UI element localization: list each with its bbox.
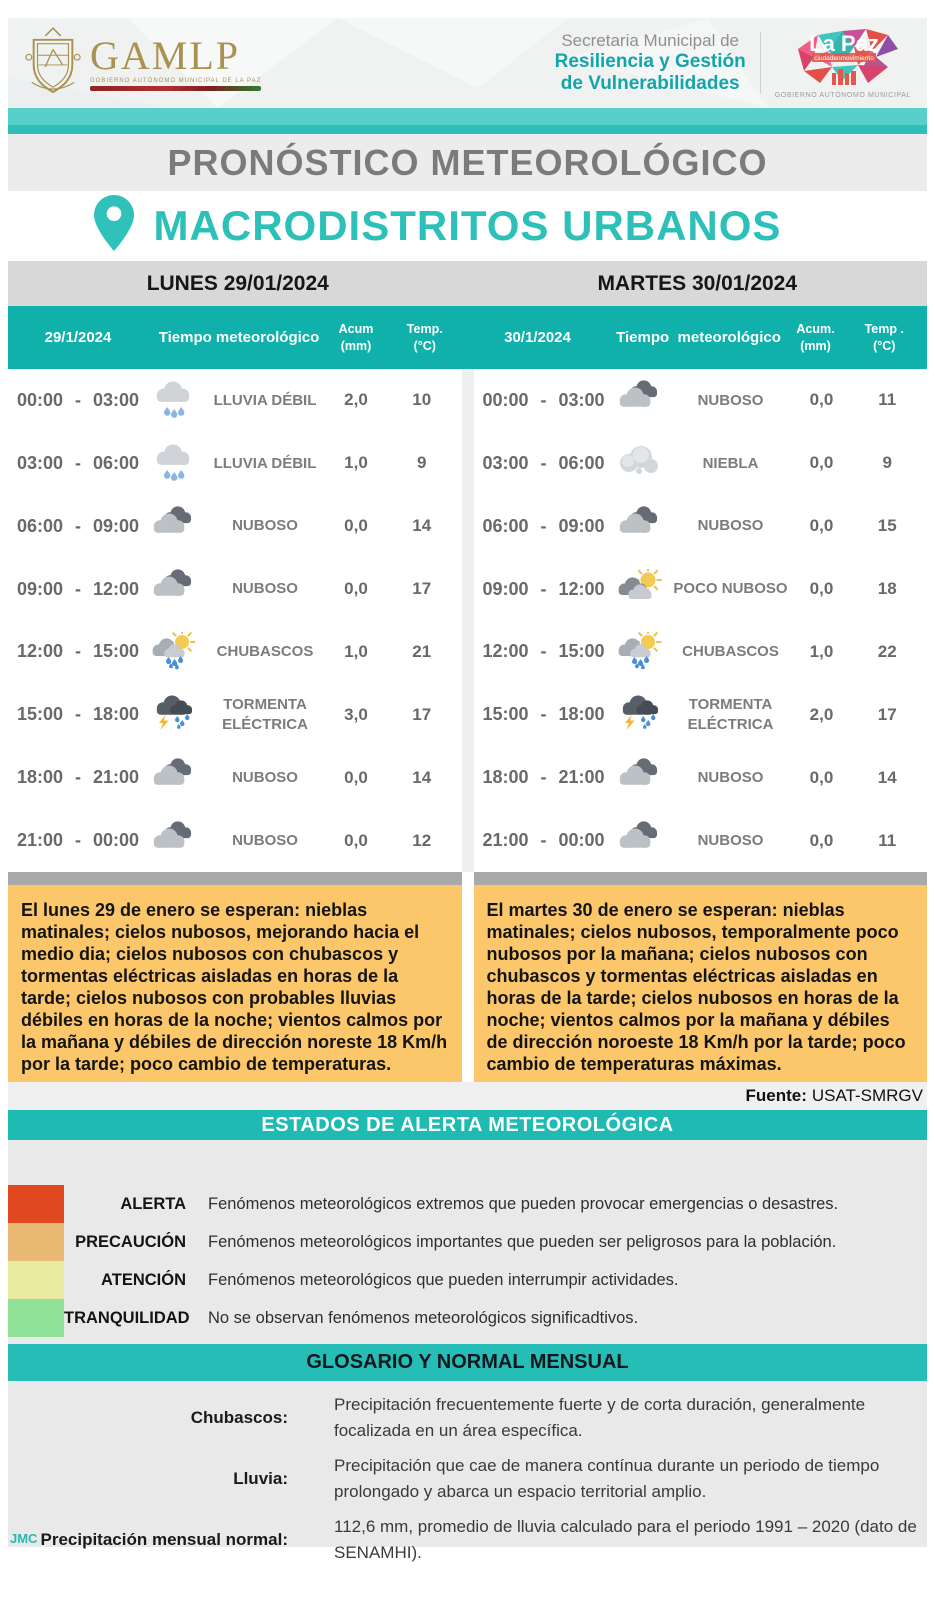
time-to: 21:00: [558, 767, 605, 788]
time-range: [474, 641, 614, 662]
nuboso-icon: [617, 821, 663, 861]
time-from: 18:00: [482, 767, 529, 788]
forecast-row: [8, 369, 462, 432]
time-range: [474, 830, 614, 851]
precipitation-value: 3,0: [344, 704, 368, 724]
temperature-value: 17: [877, 704, 897, 724]
forecast-row: [8, 683, 462, 746]
alerts-title-band: [8, 1110, 927, 1140]
temperature-value: 21: [412, 641, 432, 661]
lluvia-debil-icon: [151, 443, 197, 483]
time-separator: -: [540, 830, 547, 851]
time-to: 06:00: [93, 452, 140, 473]
temperature-value: 9: [417, 453, 427, 473]
time-to: 18:00: [93, 704, 140, 725]
secretaria-line1: Secretaria Municipal de: [561, 31, 739, 51]
nuboso-icon: [151, 506, 197, 546]
alert-row: [8, 1261, 927, 1299]
time-to: 21:00: [93, 767, 140, 788]
forecast-row: [8, 432, 462, 495]
summary-row: [8, 872, 927, 1082]
time-separator: -: [75, 704, 81, 725]
source-line: [8, 1082, 927, 1110]
time-range: [8, 767, 148, 788]
precipitation-value: 0,0: [344, 767, 368, 787]
forecast-tables: [8, 369, 927, 872]
time-from: 12:00: [482, 641, 529, 662]
alert-color-swatch: [8, 1223, 64, 1261]
weather-label: CHUBASCOS: [682, 643, 779, 661]
forecast-row: [474, 558, 928, 621]
time-separator: -: [75, 515, 81, 536]
table-header-tuesday: [468, 306, 928, 369]
day-header-tuesday: MARTES 30/01/2024: [597, 271, 798, 295]
glossary-term: Lluvia:: [233, 1468, 288, 1488]
gamlp-ribbon: [90, 86, 261, 91]
teal-band: [8, 108, 927, 134]
temperature-value: 22: [877, 641, 897, 661]
time-to: 18:00: [558, 704, 605, 725]
location-pin-icon: [94, 195, 134, 251]
alert-description: Fenómenos meteorológicos importantes que pueden ser peligrosos para la población.: [208, 1232, 837, 1251]
summary-monday: [8, 872, 462, 1082]
time-separator: -: [540, 767, 547, 788]
time-to: 15:00: [558, 641, 605, 662]
nuboso-icon: [617, 758, 663, 798]
weather-label: NUBOSO: [232, 768, 298, 786]
time-range: [8, 830, 148, 851]
time-from: 03:00: [482, 452, 529, 473]
lapaz-logo: [775, 27, 911, 99]
time-separator: -: [75, 641, 81, 662]
temperature-value: 11: [878, 830, 897, 850]
time-separator: -: [540, 515, 547, 536]
time-from: 15:00: [16, 704, 63, 725]
poco-nuboso-icon: [617, 569, 663, 609]
weather-label: NUBOSO: [697, 768, 764, 786]
forecast-row: [474, 369, 928, 432]
weather-label: LLUVIA DÉBIL: [213, 391, 317, 409]
time-from: 09:00: [16, 578, 63, 599]
forecast-table-monday: [8, 369, 462, 872]
forecast-row: [474, 683, 928, 746]
precipitation-value: 0,0: [809, 390, 834, 410]
nuboso-icon: [151, 569, 197, 609]
alert-row: [8, 1223, 927, 1261]
temperature-value: 14: [412, 516, 432, 536]
lluvia-debil-icon: [151, 380, 197, 420]
time-range: [8, 579, 148, 600]
time-separator: -: [75, 830, 81, 851]
time-from: 00:00: [482, 389, 529, 410]
tormenta-icon: [617, 695, 663, 735]
weather-label: NUBOSO: [697, 517, 764, 535]
alert-label: TRANQUILIDAD: [64, 1308, 190, 1327]
temperature-value: 9: [882, 453, 892, 473]
precipitation-value: 0,0: [344, 516, 368, 536]
time-separator: -: [540, 641, 547, 662]
weather-label: TORMENTA ELÉCTRICA: [687, 696, 774, 733]
precipitation-value: 0,0: [809, 453, 834, 473]
day-header-band: [8, 261, 927, 306]
time-separator: -: [75, 452, 81, 473]
time-separator: -: [75, 767, 81, 788]
precipitation-value: 0,0: [809, 516, 834, 536]
lapaz-caption: GOBIERNO AUTÓNOMO MUNICIPAL: [774, 92, 911, 99]
time-from: 12:00: [16, 641, 63, 662]
gamlp-crest-icon: [24, 26, 82, 100]
glossary-row: [8, 1387, 927, 1448]
alerts-list: [8, 1140, 927, 1344]
weather-label: CHUBASCOS: [216, 643, 314, 661]
time-to: 09:00: [558, 515, 605, 536]
alert-row: [8, 1185, 927, 1223]
alert-description: No se observan fenómenos meteorológicos significadtivos.: [208, 1308, 639, 1327]
column-date: 29/1/2024: [44, 329, 112, 346]
weather-label: TORMENTA ELÉCTRICA: [222, 696, 308, 733]
title-band: [8, 134, 927, 191]
precipitation-value: 0,0: [344, 830, 368, 850]
time-range: [474, 579, 614, 600]
gamlp-caption: GOBIERNO AUTÓNOMO MUNICIPAL DE LA PAZ: [90, 77, 262, 84]
summary-topbar: [8, 872, 462, 885]
time-range: [8, 390, 148, 411]
alert-row: [8, 1299, 927, 1337]
lapaz-name-text: La Paz: [809, 31, 879, 56]
time-range: [8, 704, 148, 725]
time-range: [474, 390, 614, 411]
forecast-row: [474, 432, 928, 495]
time-range: [474, 453, 614, 474]
forecast-row: [8, 558, 462, 621]
time-to: 00:00: [93, 830, 140, 851]
tormenta-icon: [151, 695, 197, 735]
forecast-row: [8, 746, 462, 809]
alerts-title: ESTADOS DE ALERTA METEOROLÓGICA: [261, 1113, 674, 1136]
weather-label: NUBOSO: [232, 517, 298, 535]
secretaria-title: [555, 31, 746, 94]
weather-label: NUBOSO: [697, 391, 764, 409]
column-temp: Temp . (°C): [864, 322, 904, 353]
alert-description: Fenómenos meteorológicos que pueden interrumpir actividades.: [208, 1270, 679, 1289]
source-label: Fuente:: [745, 1086, 807, 1105]
time-range: [474, 516, 614, 537]
time-from: 21:00: [16, 830, 63, 851]
summary-tuesday: [474, 872, 928, 1082]
time-separator: -: [540, 452, 547, 473]
chubascos-icon: [151, 632, 197, 672]
precipitation-value: 0,0: [344, 579, 368, 599]
time-to: 06:00: [558, 452, 605, 473]
summary-tuesday-text: El martes 30 de enero se esperan: nieblas matinales; cielos nubosos, temporalmente poco nubosos por la mañana; cielos nubosos con chubascos y tormentas eléctricas aisladas en horas de la tarde; cielos nubosos en horas de la noche; vientos calmos por la mañana y débiles de dirección noroeste 18 Km/h por la tarde; poco cambio de temperaturas máximas.: [486, 900, 906, 1074]
glossary-title-band: [8, 1344, 927, 1381]
forecast-row: [474, 621, 928, 684]
top-margin: [0, 0, 935, 18]
weather-label: NUBOSO: [232, 580, 298, 598]
temperature-value: 11: [878, 390, 897, 410]
precipitation-value: 2,0: [344, 390, 368, 410]
header-divider: [760, 32, 761, 94]
time-separator: -: [540, 704, 547, 725]
time-range: [474, 767, 614, 788]
time-separator: -: [75, 389, 81, 410]
chubascos-icon: [617, 632, 663, 672]
time-to: 03:00: [93, 389, 140, 410]
glossary-row: [8, 1509, 927, 1570]
column-temp: Temp. (°C): [406, 322, 443, 353]
weather-label: NUBOSO: [697, 831, 764, 849]
glossary-term: Precipitación mensual normal:: [40, 1529, 288, 1549]
niebla-icon: [617, 443, 663, 483]
forecast-row: [474, 809, 928, 872]
glossary-definition: 112,6 mm, promedio de lluvia calculado para el periodo 1991 – 2020 (dato de SENAMHI).: [334, 1517, 917, 1562]
glossary-definition: Precipitación frecuentemente fuerte y de corta duración, generalmente focalizada en un área específica.: [334, 1395, 866, 1440]
forecast-table-tuesday: [474, 369, 928, 872]
table-header-band: [8, 306, 927, 369]
column-weather: Tiempo meteorológico: [158, 329, 320, 346]
column-acum: Acum. (mm): [796, 322, 835, 353]
column-date: 30/1/2024: [504, 329, 571, 346]
nuboso-icon: [151, 821, 197, 861]
secretaria-line2: Resiliencia y Gestión: [554, 50, 746, 72]
time-to: 12:00: [93, 578, 140, 599]
page-subtitle: MACRODISTRITOS URBANOS: [153, 202, 782, 249]
precipitation-value: 1,0: [344, 641, 368, 661]
weather-label: NIEBLA: [702, 454, 759, 472]
lapaz-tagline-text: ciudadenmovimiento: [814, 55, 874, 62]
glossary-definition: Precipitación que cae de manera contínua durante un periodo de tiempo prolongado y abarca un espacio territorial amplio.: [334, 1456, 880, 1501]
glossary-row: [8, 1448, 927, 1509]
nuboso-icon: [151, 758, 197, 798]
time-to: 00:00: [558, 830, 605, 851]
time-from: 03:00: [16, 452, 63, 473]
temperature-value: 14: [877, 767, 897, 787]
alert-color-swatch: [8, 1261, 64, 1299]
gamlp-acronym: GAMLP: [90, 32, 241, 78]
precipitation-value: 0,0: [809, 579, 834, 599]
forecast-row: [8, 809, 462, 872]
time-from: 00:00: [16, 389, 63, 410]
page-header: [8, 18, 927, 108]
secretaria-line3: de Vulnerabilidades: [560, 72, 740, 94]
precipitation-value: 1,0: [809, 641, 834, 661]
table-header-monday: [8, 306, 468, 369]
weather-label: NUBOSO: [232, 831, 298, 849]
alert-label: ALERTA: [120, 1194, 186, 1213]
time-to: 15:00: [93, 641, 140, 662]
page-title: PRONÓSTICO METEOROLÓGICO: [167, 141, 768, 183]
time-separator: -: [75, 578, 81, 599]
weather-label: LLUVIA DÉBIL: [213, 454, 317, 472]
summary-topbar: [474, 872, 928, 885]
alert-color-swatch: [8, 1185, 64, 1223]
forecast-row: [8, 495, 462, 558]
alert-label: ATENCIÓN: [101, 1270, 186, 1289]
temperature-value: 10: [412, 390, 432, 410]
precipitation-value: 0,0: [809, 767, 834, 787]
time-from: 18:00: [16, 767, 63, 788]
temperature-value: 17: [412, 704, 432, 724]
temperature-value: 17: [412, 579, 432, 599]
precipitation-value: 0,0: [809, 830, 834, 850]
alert-label: PRECAUCIÓN: [75, 1232, 186, 1251]
forecast-row: [474, 495, 928, 558]
time-range: [8, 516, 148, 537]
summary-monday-text: El lunes 29 de enero se esperan: nieblas matinales; cielos nubosos, mejorando hacia el medio dia; cielos nubosos con chubascos y tormentas eléctricas aisladas en horas de la tarde; cielos nubosos con probables lluvias débiles en horas de la noche; vientos calmos por la mañana y débiles de dirección noreste 18 Km/h por la tarde; poco cambio de temperaturas.: [21, 900, 448, 1074]
forecast-row: [474, 746, 928, 809]
time-from: 09:00: [482, 578, 529, 599]
nuboso-icon: [617, 506, 663, 546]
time-range: [474, 704, 614, 725]
time-from: 06:00: [16, 515, 63, 536]
gamlp-logo: [24, 26, 261, 100]
weather-label: POCO NUBOSO: [673, 580, 788, 598]
precipitation-value: 2,0: [809, 704, 834, 724]
time-to: 09:00: [93, 515, 140, 536]
forecast-row: [8, 621, 462, 684]
time-from: 15:00: [482, 704, 529, 725]
time-from: 21:00: [482, 830, 529, 851]
time-from: 06:00: [482, 515, 529, 536]
alert-color-swatch: [8, 1299, 64, 1337]
temperature-value: 12: [412, 830, 432, 850]
time-to: 12:00: [558, 578, 605, 599]
nuboso-icon: [617, 380, 663, 420]
glossary-title: GLOSARIO Y NORMAL MENSUAL: [306, 1351, 629, 1373]
day-header-monday: LUNES 29/01/2024: [146, 271, 329, 295]
precipitation-value: 1,0: [344, 453, 368, 473]
time-separator: -: [540, 578, 547, 599]
time-separator: -: [540, 389, 547, 410]
column-weather: Tiempo meteorológico: [616, 329, 781, 346]
alert-description: Fenómenos meteorológicos extremos que pueden provocar emergencias o desastres.: [208, 1194, 839, 1213]
subtitle-band: [8, 191, 927, 261]
temperature-value: 14: [412, 767, 432, 787]
glossary-list: [8, 1381, 927, 1562]
source-value: USAT-SMRGV: [811, 1086, 923, 1105]
author-initials: JMC: [10, 1531, 38, 1546]
column-acum: Acum (mm): [338, 322, 374, 353]
lapaz-mosaic-icon: [784, 27, 902, 91]
glossary-term: Chubascos:: [190, 1407, 288, 1427]
time-to: 03:00: [558, 389, 605, 410]
time-range: [8, 641, 148, 662]
temperature-value: 15: [877, 516, 897, 536]
time-range: [8, 453, 148, 474]
temperature-value: 18: [877, 579, 897, 599]
